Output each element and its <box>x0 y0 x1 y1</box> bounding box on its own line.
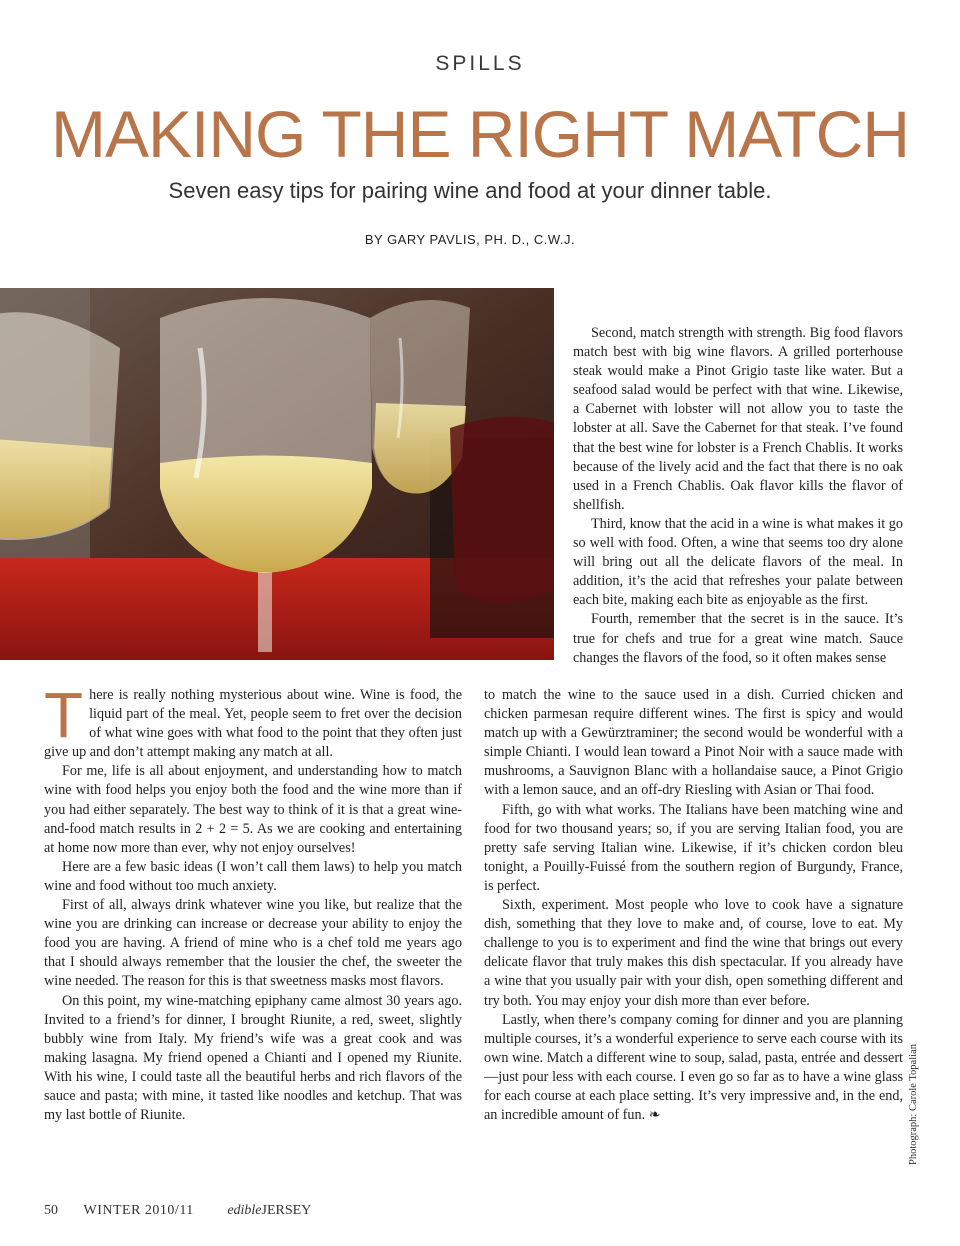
section-label: SPILLS <box>435 52 525 75</box>
headline: MAKING THE RIGHT MATCH <box>50 97 910 171</box>
page-number: 50 <box>44 1203 58 1218</box>
paragraph-fifth-tip: Fifth, go with what works. The Italians have been matching wine and food for two thousand years; so, if you are serving Italian food, you are pretty safe serving Italian wine. Likewise, if it’s chicken cordon bleu tonight, a Pouilly-Fuissé from the southern region of Burgundy, France, is perfect. <box>484 801 903 894</box>
wine-glasses-illustration <box>0 288 554 660</box>
paragraph-last-tip-text: Lastly, when there’s company coming for dinner and you are planning multiple courses, it’s a wonderful experience to serve each course with its own wine. Match a different wine to soup, salad, pasta, entrée and dessert—just pour less with each course. I even go so far as to have a wine glass for each course at each place setting. It’s very impressive and, in the end, an incredible amount of fun. <box>484 1011 903 1124</box>
publication-name: edibleJERSEY <box>227 1203 312 1218</box>
paragraph-first-tip: First of all, always drink whatever wine you like, but realize that the wine you are drinking can increase or decrease your ability to enjoy the food you are having. A friend of mine who is a chef told me years ago that I should always remember that the lousier the chef, the sweeter the wine needed. The reason for this is that sweetness masks most flavors. <box>44 897 462 990</box>
paragraph-third-tip: Third, know that the acid in a wine is what makes it go so well with food. Often, a wine that seems too dry alone will bring out all the delicate flavors of the meal. In addition, it’s the acid that refreshes your palate between each bite, making each bite as enjoyable as the first. <box>573 515 903 609</box>
page-footer <box>44 1203 311 1219</box>
paragraph-enjoyment: For me, life is all about enjoyment, and understanding how to match wine with food helps you enjoy both the food and the wine more than if you had either separately. The best way to think of it is that a great wine-and-food match results in 2 + 2 = 5. As we are cooking and entertaining at home now more than ever, why not enjoy ourselves! <box>44 763 462 856</box>
paragraph-intro-text: here is really nothing mysterious about wine. Wine is food, the liquid part of the meal. Yet, people seem to fret over the decision of what wine goes with what food to the point that they often just give up and don’t attempt making any match at all. <box>44 687 462 761</box>
subtitle: Seven easy tips for pairing wine and food at your dinner table. <box>168 178 772 203</box>
paragraph-fourth-tip-cont: to match the wine to the sauce used in a dish. Curried chicken and chicken parmesan require different wines. The first is spicy and would match up with a Gewürztraminer; the second would be wonderful with a simple Chianti. I would lean toward a Pinot Noir with a sauce made with mushrooms, a Sauvignon Blanc with a hollandaise sauce, a Pinot Grigio with a lemon sauce, and an off-dry Riesling with Asian or Thai food. <box>484 687 903 799</box>
photo-credit-text: Photograph: Carole Topalian <box>908 1044 919 1165</box>
drop-cap: T <box>44 679 84 751</box>
article-column-right-bottom <box>484 686 903 1125</box>
paragraph-second-tip: Second, match strength with strength. Big food flavors match best with big wine flavors. A grilled porterhouse steak would make a Pinot Grigio taste like water. But a seafood salad would be perfect with that wine. Likewise, a Cabernet with lobster will not allow you to taste the lobster at all. Save the Cabernet for that steak. I’ve found that the best wine for lobster is a French Chablis. It works because of the lively acid and the fact that there is no oak used in a French Chablis. Oak flavor kills the flavor of shellfish. <box>573 325 903 513</box>
article-column-right-top <box>573 324 903 668</box>
paragraph-epiphany: On this point, my wine-matching epiphany came almost 30 years ago. Invited to a friend’s for dinner, I brought Riunite, a red, sweet, slightly bubbly wine from Italy. My friend’s wife was a great cook and was making lasagna. My friend opened a Chianti and I opened my Riunite. With his wine, I could taste all the beautiful herbs and rich flavors of the sauce and pasta; with mine, it tasted like noodles and ketchup. That was my last bottle of Riunite. <box>44 992 462 1124</box>
byline: BY GARY PAVLIS, PH. D., C.W.J. <box>364 232 576 247</box>
article-column-left <box>44 679 462 1125</box>
paragraph-fourth-tip-start: Fourth, remember that the secret is in the sauce. It’s true for chefs and true for a great wine match. Sauce changes the flavors of the food, so it often makes sense <box>573 611 903 666</box>
paragraph-intro <box>44 679 462 762</box>
wine-glasses-photo <box>0 288 554 660</box>
paragraph-sixth-tip: Sixth, experiment. Most people who love to cook have a signature dish, something that they love to make and, of course, love to eat. My challenge to you is to experiment and find the wine that brings out every delicate flavor that truly makes this dish spectacular. If you already have a wine that you usually pair with your dish, open something different and try both. You may enjoy your dish more than ever before. <box>484 897 903 1009</box>
paragraph-basic-ideas: Here are a few basic ideas (I won’t call them laws) to help you match wine and food without too much anxiety. <box>44 858 462 894</box>
issue-date: WINTER 2010/11 <box>83 1203 194 1218</box>
paragraph-last-tip <box>484 1011 903 1126</box>
photo-credit <box>906 1040 922 1170</box>
end-mark-icon: ❧ <box>648 1108 661 1124</box>
